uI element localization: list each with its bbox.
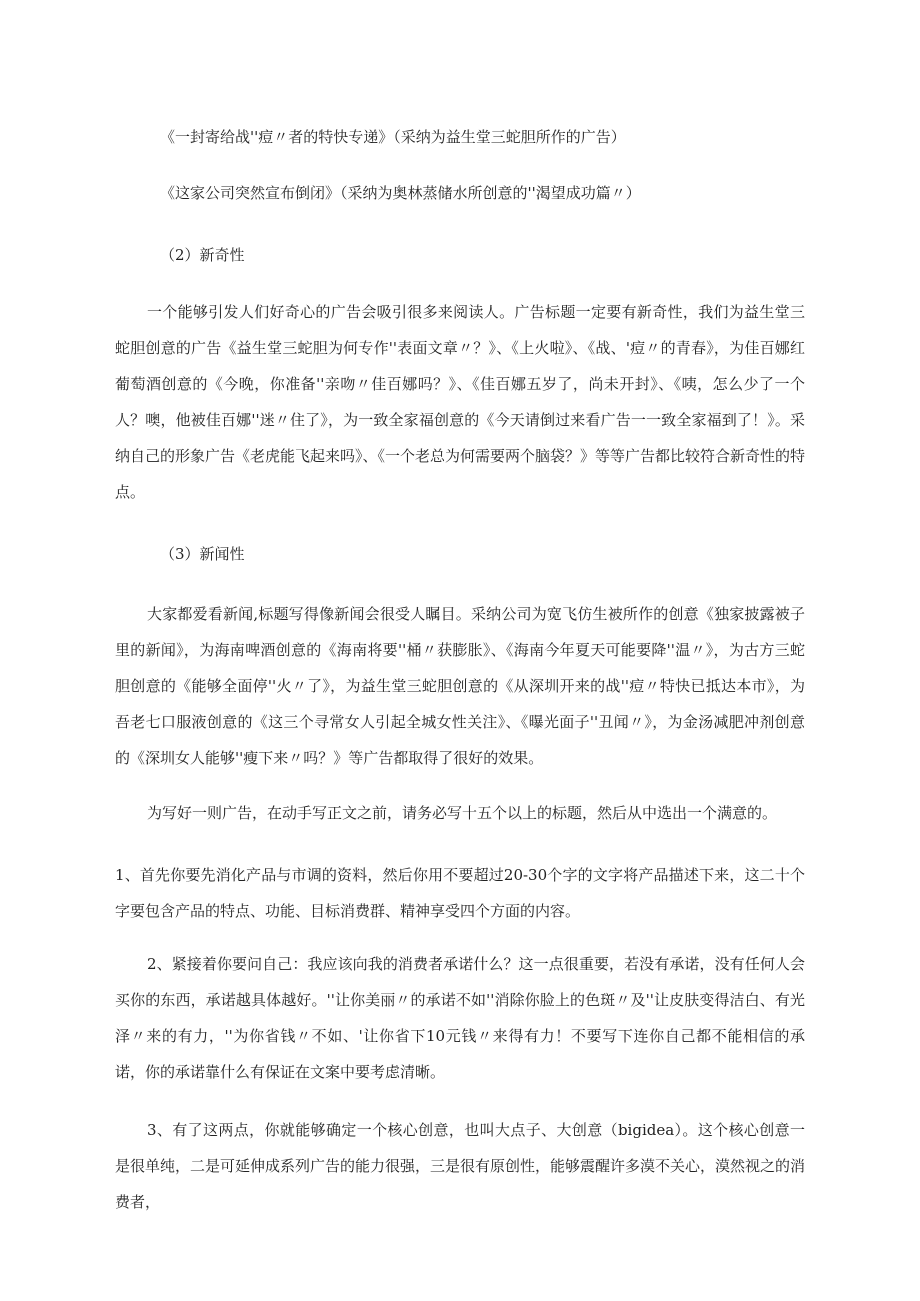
step-3-paragraph: 3、有了这两点，你就能够确定一个核心创意，也叫大点子、大创意（bigidea）。这个核心创意一是很单纯，二是可延伸成系列广告的能力很强，三是很有原创性，能够震醒许多漠不关心，漠然视之的消费者， — [115, 1121, 806, 1211]
section-2-paragraph: 一个能够引发人们好奇心的广告会吸引很多来阅读人。广告标题一定要有新奇性，我们为益生堂三蛇胆创意的广告《益生堂三蛇胆为何专作''表面文章〃？》、《上火啦》、《战、'痘〃的青春》，为佳百娜红葡萄酒创意的《今晚，你准备''亲吻〃佳百娜吗？》、《佳百娜五岁了，尚未开封》、《咦，怎么少了一个人？噢，他被佳百娜''迷〃住了》，为一致全家福创意的《今天请倒过来看广告一一致全家福到了！》。采纳自己的形象广告《老虎能飞起来吗》、《一个老总为何需要两个脑袋？》等等广告都比较符合新奇性的特点。 — [115, 303, 806, 501]
step-2-paragraph: 2、紧接着你要问自己：我应该向我的消费者承诺什么？这一点很重要，若没有承诺，没有任何人会买你的东西，承诺越具体越好。''让你美丽〃的承诺不如''消除你脸上的色斑〃及''让皮肤变得洁白、有光泽〃来的有力，''为你省钱〃不如、'让你省下10元钱〃来得有力！不要写下连你自己都不能相信的承诺，你的承诺靠什么有保证在文案中要考虑清晰。 — [115, 955, 805, 1081]
title-line-2: 《这家公司突然宣布倒闭》（采纳为奥林蒸储水所创意的''渴望成功篇〃） — [160, 184, 641, 202]
section-3-paragraph: 大家都爱看新闻,标题写得像新闻会很受人瞩目。采纳公司为宽飞仿生被所作的创意《独家披露被子里的新闻》，为海南啤酒创意的《海南将要''桶〃获膨胀》、《海南今年夏天可能要降''温〃》，为古方三蛇胆创意的《能够全面停''火〃了》，为益生堂三蛇胆创意的《从深圳开来的战''痘〃特快已抵达本市》，为吾老七口服液创意的《这三个寻常女人引起全城女性关注》、《曝光面子''丑闻〃》，为金汤减肥冲剂创意的《深圳女人能够''瘦下来〃吗？》等广告都取得了很好的效果。 — [115, 605, 805, 767]
title-line-1: 《一封寄给战''痘〃者的特快专递》（采纳为益生堂三蛇胆所作的广告） — [160, 128, 626, 146]
step-1-paragraph: 1、首先你要先消化产品与市调的资料，然后你用不要超过20-30个字的文字将产品描述下来，这二十个字要包含产品的特点、功能、目标消费群、精神享受四个方面的内容。 — [115, 866, 805, 920]
section-2-heading: （2）新奇性 — [160, 246, 245, 264]
intro-paragraph: 为写好一则广告，在动手写正文之前，请务必写十五个以上的标题，然后从中选出一个满意的。 — [147, 804, 778, 822]
section-3-heading: （3）新闻性 — [160, 545, 245, 563]
